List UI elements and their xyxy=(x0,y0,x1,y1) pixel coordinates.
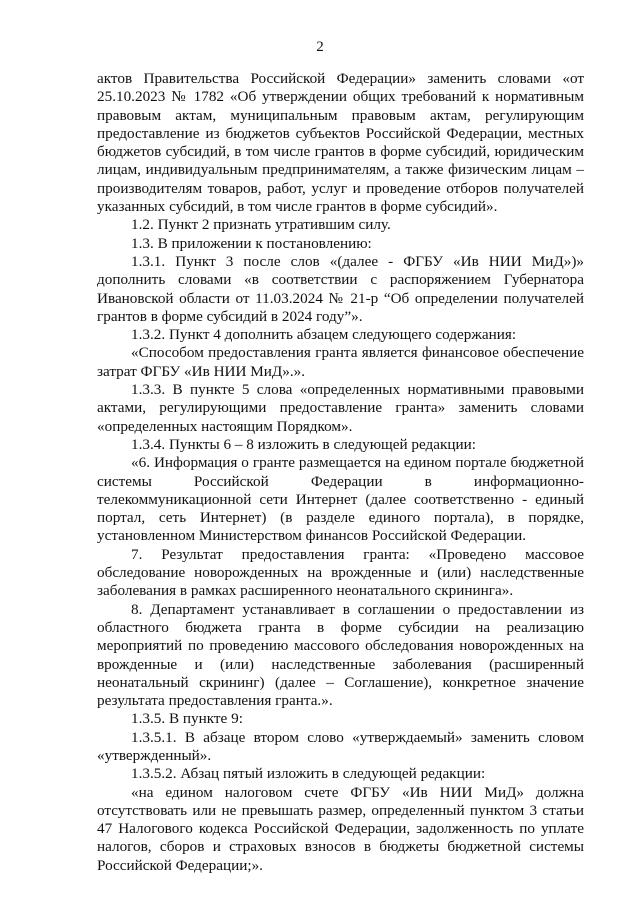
paragraph-1-3-5-2: 1.3.5.2. Абзац пятый изложить в следующей редакции: xyxy=(131,765,486,783)
paragraph-item-7: 7. Результат предоставления гранта: «Проведено массовое обследование новорожденных на врожденные и (или) наследственные заболевания в рамках расширенного неонатального скрининга». xyxy=(97,545,584,600)
paragraph-quote-tax-account: «на едином налоговом счете ФГБУ «Ив НИИ МиД» должна отсутствовать или не превышать размер, определенный пунктом 3 статьи 47 Налогового кодекса Российской Федерации, задолженность по уплате налогов, сборов и страховых взносов в бюджеты бюджетной системы Российской Федерации;». xyxy=(97,783,584,874)
paragraph-1-3-3: 1.3.3. В пункте 5 слова «определенных нормативными правовыми актами, регулирующими предоставление гранта» заменить словами «определенных настоящим Порядком». xyxy=(97,381,584,435)
paragraph-quote-method: «Способом предоставления гранта является финансовое обеспечение затрат ФГБУ «Ив НИИ МиД».». xyxy=(97,344,584,380)
paragraph-1-2: 1.2. Пункт 2 признать утратившим силу. xyxy=(131,216,391,234)
document-body xyxy=(97,70,584,875)
paragraph-1-3-4: 1.3.4. Пункты 6 – 8 изложить в следующей редакции: xyxy=(131,435,476,453)
paragraph-1-3-5: 1.3.5. В пункте 9: xyxy=(131,710,243,728)
paragraph-item-6: «6. Информация о гранте размещается на едином портале бюджетной системы Российской Федерации в информационно-телекоммуникационной сети Интернет (далее соответственно - единый портал, сеть Интернет) (в разделе единого портала), в порядке, установленном Министерством финансов Российской Федерации. xyxy=(97,454,584,545)
paragraph-1-3-2: 1.3.2. Пункт 4 дополнить абзацем следующего содержания: xyxy=(131,326,517,344)
paragraph-1-3: 1.3. В приложении к постановлению: xyxy=(131,234,372,252)
paragraph-item-8: 8. Департамент устанавливает в соглашении о предоставлении из областного бюджета гранта в форме субсидии на реализацию мероприятий по проведению массового обследования новорожденных на врожденные и (или) наследственные заболевания (расширенный неонатальный скрининг) (далее – Соглашение), конкретное значение результата предоставления гранта.». xyxy=(97,600,584,710)
page-number: 2 xyxy=(316,39,324,55)
paragraph-1-3-1: 1.3.1. Пункт 3 после слов «(далее - ФГБУ «Ив НИИ МиД»)» дополнить словами «в соответствии с распоряжением Губернатора Ивановской области от 11.03.2024 № 21-р “Об определении получателей грантов в форме субсидий в 2024 году”». xyxy=(97,252,584,325)
paragraph-1-3-5-1: 1.3.5.1. В абзаце втором слово «утверждаемый» заменить словом «утвержденный». xyxy=(97,728,584,764)
paragraph-continuation: актов Правительства Российской Федерации» заменить словами «от 25.10.2023 № 1782 «Об утверждении общих требований к нормативным правовым актам, муниципальным правовым актам, регулирующим предоставление из бюджетов субъектов Российской Федерации, местных бюджетов субсидий, в том числе грантов в форме субсидий, юридическим лицам, индивидуальным предпринимателям, а также физическим лицам – производителям товаров, работ, услуг и проведение отборов получателей указанных субсидий, в том числе грантов в форме субсидий». xyxy=(97,70,584,216)
